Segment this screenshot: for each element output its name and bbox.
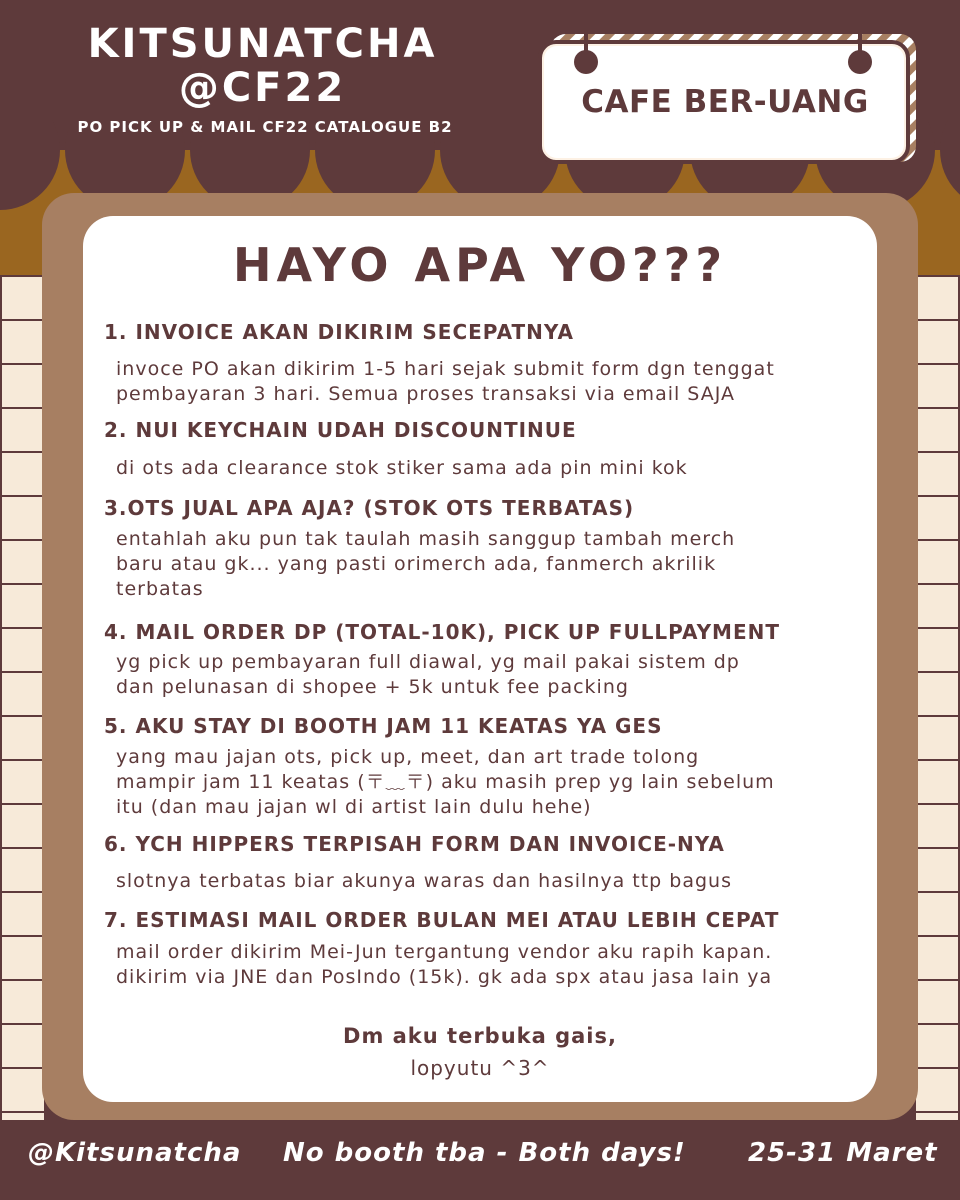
sign-label: CAFE BER-UANG	[581, 84, 869, 120]
brand-name: KITSUNATCHA	[87, 21, 438, 67]
tile-wall-right	[914, 275, 960, 1120]
section-heading: 6. YCH HIPPERS TERPISAH FORM DAN INVOICE-NYA	[104, 832, 725, 856]
section-body: mail order dikirim Mei-Jun tergantung vendor aku rapih kapan. dikirim via JNE dan PosIndo (15k). gk ada spx atau jasa lain ya	[116, 941, 773, 988]
brand-title	[65, 22, 460, 110]
section-body: yg pick up pembayaran full diawal, yg mail pakai sistem dp dan pelunasan di shopee + 5k untuk fee packing	[116, 651, 740, 698]
section-body: invoce PO akan dikirim 1-5 hari sejak submit form dgn tenggat pembayaran 3 hari. Semua proses transaksi via email SAJA	[116, 358, 775, 405]
brand-subtitle: PO PICK UP & MAIL CF22 CATALOGUE B2	[77, 118, 453, 136]
tile-wall-left	[0, 275, 46, 1120]
brand-event: @CF22	[178, 65, 347, 111]
closing-line: Dm aku terbuka gais,	[343, 1024, 617, 1048]
footer-booth: No booth tba - Both days!	[283, 1138, 686, 1168]
section-heading: 1. INVOICE AKAN DIKIRIM SECEPATNYA	[104, 320, 574, 344]
section-heading: 4. MAIL ORDER DP (TOTAL-10K), PICK UP FULLPAYMENT	[104, 620, 780, 644]
footer-handle: @Kitsunatcha	[28, 1138, 242, 1168]
section-heading: 5. AKU STAY DI BOOTH JAM 11 KEATAS YA GES	[104, 714, 663, 738]
page-title: HAYO APA YO???	[232, 238, 728, 292]
section-heading: 7. ESTIMASI MAIL ORDER BULAN MEI ATAU LEBIH CEPAT	[104, 908, 780, 932]
closing-signoff: lopyutu ^3^	[410, 1056, 550, 1080]
section-heading: 2. NUI KEYCHAIN UDAH DISCOUNTINUE	[104, 418, 577, 442]
section-body: entahlah aku pun tak taulah masih sanggup tambah merch baru atau gk... yang pasti orimerch ada, fanmerch akrilik terbatas	[116, 528, 736, 600]
section-body: di ots ada clearance stok stiker sama ada pin mini kok	[116, 457, 688, 479]
section-heading: 3.OTS JUAL APA AJA? (STOK OTS TERBATAS)	[104, 496, 635, 520]
pin-icon	[848, 50, 872, 74]
footer-dates: 25-31 Maret	[748, 1138, 938, 1168]
pin-icon	[574, 50, 598, 74]
section-body: yang mau jajan ots, pick up, meet, dan art trade tolong mampir jam 11 keatas (〒﹏〒) aku masih prep yg lain sebelum itu (dan mau jajan wl di artist lain dulu hehe)	[116, 746, 775, 818]
section-body: slotnya terbatas biar akunya waras dan hasilnya ttp bagus	[116, 870, 732, 892]
